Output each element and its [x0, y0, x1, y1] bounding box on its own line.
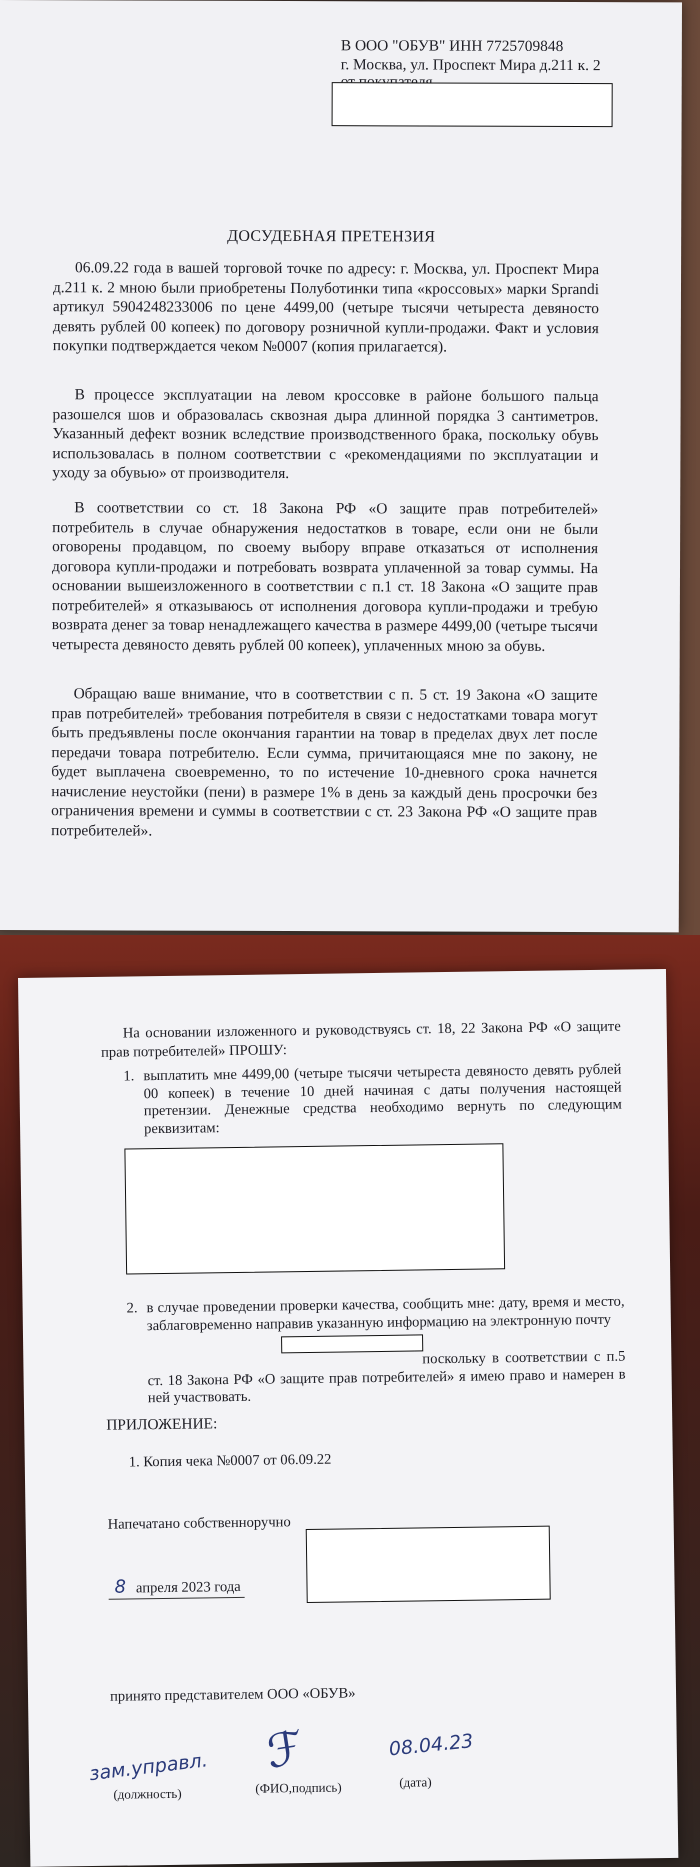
accepted-by-line: принято представителем ООО «ОБУВ» — [109, 1685, 356, 1705]
request-2-text-b: поскольку в соответствии с п.5 ст. 18 Закона РФ «О защите прав потребителей» я имею право и намерен в ней участвовать. — [147, 1348, 626, 1407]
request-1-number: 1. — [123, 1068, 135, 1085]
paragraph-defect: В процессе эксплуатации на левом кроссовке в районе большого пальца разошелся шов и образовалась сквозная дыра длинной порядка 3 сантиметров. Указанный дефект возник вследствие производственного брака, поскольку обувь использовалась в полном соответствии с «рекомендациями по эксплуатации и уходу за обувью» от производителя. — [52, 386, 599, 483]
redacted-bank-details-box — [124, 1143, 505, 1274]
recipient-line-2: г. Москва, ул. Проспект Мира д.211 к. 2 — [340, 56, 601, 75]
paragraph-purchase: 06.09.22 года в вашей торговой точке по адресу: г. Москва, ул. Проспект Мира д.211 к. 2 мною были приобретены Полуботинки типа «кроссовых» марки Sprandi артикул 5904248233006 по цене 4499,00 (четыре тысячи четыреста девяносто девять рублей 00 копеек) по договору розничной купли-продажи. Факт и условия покупки подтверждается чеком №0007 (копия прилагается). — [52, 259, 600, 356]
redacted-signature-box — [306, 1526, 551, 1603]
request-1-text: выплатить мне 4499,00 (четыре тысячи четыреста девяносто девять рублей 00 копеек) в течение 10 дней начиная с даты получения настоящей претензии. Денежные средства необходимо вернуть по следующим реквизитам: — [143, 1061, 622, 1137]
attachment-heading: ПРИЛОЖЕНИЕ: — [106, 1415, 218, 1434]
request-2-text-a: в случае проведении проверки качества, сообщить мне: дату, время и место, заблаговременно направив указанную информацию на электронную почту — [146, 1293, 625, 1334]
document-title: ДОСУДЕБНАЯ ПРЕТЕНЗИЯ — [227, 227, 436, 246]
printed-note: Напечатано собственноручно — [107, 1514, 291, 1533]
request-intro: На основании изложенного и руководствуясь ст. 18, 22 Закона РФ «О защите прав потребителей» ПРОШУ: — [100, 1018, 621, 1061]
document-page-1 — [0, 0, 682, 932]
handwritten-date: 08.04.23 — [387, 1730, 475, 1761]
paragraph-law: В соответствии со ст. 18 Закона РФ «О защите прав потребителей» потребитель в случае обнаружения недостатков в товаре, если они не были оговорены продавцом, по своему выбору вправе отказаться от исполнения договора купли-продажи и потребовать возврата уплаченной за товар суммы. На основании вышеизложенного в соответствии с п.1 ст. 18 Закона «О защите прав потребителей» я отказываюсь от исполнения договора купли-продажи и требую возврата денег за товар ненадлежащего качества в размере 4499,00 (четыре тысячи четыреста девяносто девять рублей 00 копеек), уплаченных мною за обувь. — [51, 499, 599, 655]
handwritten-signature: ℱ — [262, 1719, 307, 1779]
request-2-number: 2. — [126, 1300, 138, 1317]
label-date: (дата) — [399, 1774, 432, 1790]
document-date — [108, 1575, 245, 1600]
redacted-email-box — [281, 1334, 423, 1353]
recipient-line-1: В ООО "ОБУВ" ИНН 7725709848 — [340, 37, 564, 55]
handwritten-day: 8 — [114, 1576, 127, 1598]
attachment-item: 1. Копия чека №0007 от 06.09.22 — [128, 1451, 332, 1471]
label-position: (должность) — [113, 1785, 182, 1802]
paragraph-warning: Обращаю ваше внимание, что в соответствии с п. 5 ст. 19 Закона «О защите прав потребителей» требования потребителя в связи с недостатками товара могут быть предъявлены после окончания гарантии на товар в пределах двух лет после передачи товара потребителю. Если сумма, причитающаяся мне по закону, не будет выплачена своевременно, то по истечение 10-дневного срока начнется начисление неустойки (пени) в размере 1% в день за каждый день просрочки без ограничения времени и суммы в соответствии с ст. 23 Закона РФ «О защите прав потребителей». — [51, 685, 598, 840]
label-name-signature: (ФИО,подпись) — [255, 1779, 342, 1796]
redacted-sender-box — [332, 82, 613, 127]
handwritten-position: зам.управл. — [88, 1749, 209, 1786]
document-page-2 — [18, 969, 678, 1867]
date-month-year: апреля 2023 года — [135, 1578, 241, 1597]
